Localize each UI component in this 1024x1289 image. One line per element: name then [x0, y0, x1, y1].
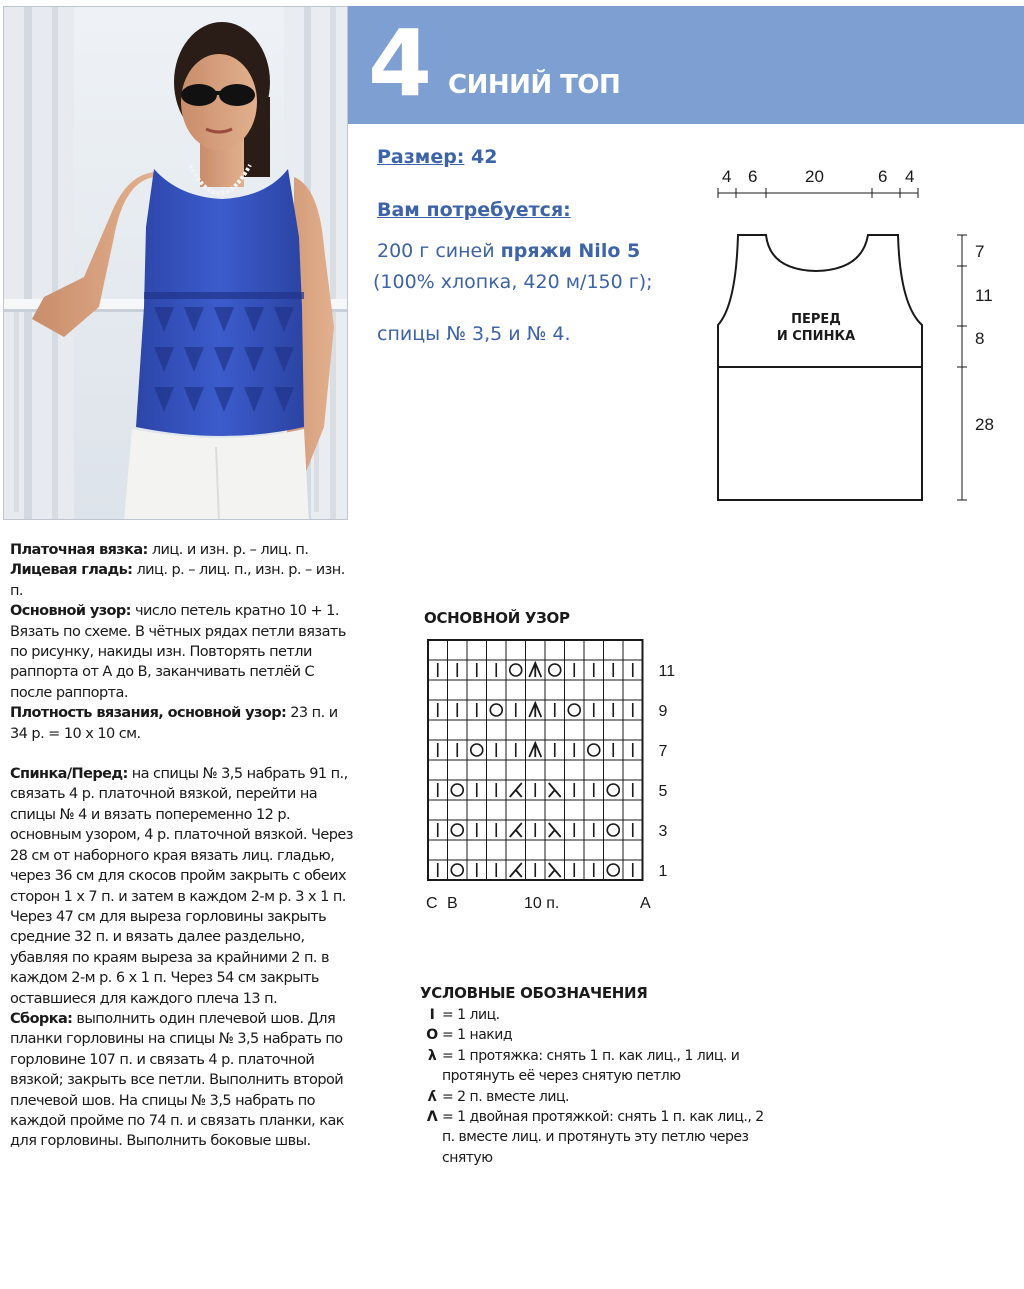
legend: [424, 1005, 764, 1168]
chart-label-c: C: [426, 895, 438, 912]
page-title: СИНИЙ ТОП: [448, 70, 621, 100]
chart-label-b: B: [447, 895, 458, 912]
chart-label-repeat: 10 п.: [524, 895, 560, 912]
legend-text: = 2 п. вместе лиц.: [442, 1088, 569, 1105]
double-decrease-icon: [529, 703, 541, 717]
width-dim-shoulder-left: 4: [722, 167, 732, 186]
size-line: [377, 146, 497, 168]
yarn-over-icon: [607, 864, 619, 876]
pattern-number: 4: [368, 10, 431, 117]
height-dim-lower: 28: [975, 415, 994, 434]
row-number: 5: [658, 783, 668, 800]
yarn-over-icon: [607, 824, 619, 836]
instructions-text: [10, 540, 358, 1152]
k2tog-icon: [510, 863, 522, 877]
legend-item-k2tog: [424, 1087, 764, 1107]
double-decrease-symbol-icon: Λ: [426, 1109, 438, 1126]
legend-title: УСЛОВНЫЕ ОБОЗНАЧЕНИЯ: [420, 984, 648, 1002]
width-dim-shoulder-right: 4: [905, 167, 915, 186]
row-number: 11: [658, 663, 676, 680]
yarn-over-icon: [607, 784, 619, 796]
legend-text: = 1 протяжка: снять 1 п. как лиц., 1 лиц. и протянуть её через снятую петлю: [442, 1047, 740, 1085]
slip-pass-icon: [549, 863, 561, 877]
size-value: 42: [471, 146, 498, 168]
double-decrease-icon: [529, 663, 541, 677]
knit-symbol-icon: I: [429, 1007, 435, 1023]
yarn-over-icon: [549, 664, 561, 676]
needles-line: спицы № 3,5 и № 4.: [377, 323, 571, 345]
width-dim-neck-right: 6: [878, 167, 888, 186]
pattern-paragraph: [10, 601, 358, 703]
k2tog-icon: [510, 823, 522, 837]
garter-text: лиц. и изн. р. – лиц. п.: [151, 542, 309, 558]
garment-schematic: [710, 160, 1010, 510]
height-dim-armhole: 11: [975, 286, 993, 305]
yarn-line: [377, 240, 640, 262]
gauge-label: Плотность вязания, основной узор:: [10, 705, 287, 722]
assembly-paragraph: [10, 1009, 358, 1152]
assembly-text: выполнить один плечевой шов. Для планки горловины на спицы № 3,5 набрать по горловине 107 п. и связать 4 р. платочной вязкой; закрыть все петли. Выполнить второй плечевой шов. На спицы № 3,5 набрать по каждой пройме по 74 п. и связать планки, как для горловины. Выполнить боковые швы.: [10, 1010, 344, 1150]
pattern-chart: [420, 632, 690, 922]
model-photo: [3, 6, 348, 520]
k2tog-icon: [510, 783, 522, 797]
row-number: 1: [658, 863, 668, 880]
pattern-chart-title: ОСНОВНОЙ УЗОР: [424, 609, 570, 627]
assembly-label: Сборка:: [10, 1010, 73, 1027]
yarn-over-icon: [451, 784, 463, 796]
legend-item-slip-knit-pass: [424, 1046, 764, 1087]
title-banner: [348, 6, 1024, 124]
yarn-name: пряжи Nilo 5: [500, 240, 641, 262]
double-decrease-icon: [529, 743, 541, 757]
yarn-amount: 200 г синей: [377, 240, 495, 262]
row-number: 3: [658, 823, 668, 840]
legend-item-knit: [424, 1005, 764, 1025]
width-dim-neck: 20: [805, 167, 824, 186]
materials-label: Вам потребуется:: [377, 199, 571, 221]
schematic-label-back: И СПИНКА: [776, 329, 856, 344]
pattern-text: число петель кратно 10 + 1. Вязать по схеме. В чётных рядах петли вязать по рисунку, накиды изн. Повторять петли раппорта от A до B, заканчивать петлёй С после раппорта.: [10, 603, 346, 701]
schematic-label-front: ПЕРЕД: [791, 312, 841, 327]
yarn-over-icon: [451, 824, 463, 836]
yarn-over-icon: [471, 744, 483, 756]
legend-text: = 1 лиц.: [442, 1007, 500, 1023]
width-dim-neck-left: 6: [748, 167, 758, 186]
size-label: Размер:: [377, 146, 465, 168]
yarn-over-icon: [490, 704, 502, 716]
chart-label-a: A: [640, 895, 651, 912]
back-front-text: на спицы № 3,5 набрать 91 п., связать 4 р. платочной вязкой, перейти на спицы № 4 и вязать попеременно 12 р. основным узором, 4 р. платочной вязкой. Через 28 см от наборного края вязать лиц. гладью, через 36 см для скосов пройм закрыть с обеих сторон 1 х 7 п. и затем в каждом 2-м р. 3 х 1 п. Через 47 см для выреза горловины закрыть средние 32 п. и вязать далее раздельно, убавляя по краям выреза за крайними 2 п. в каждом 2-м р. 6 х 1 п. Через 54 см закрыть оставшиеся для каждого плеча 13 п.: [10, 766, 353, 1007]
height-dim-upper: 8: [975, 329, 985, 348]
yarn-over-icon: [588, 744, 600, 756]
legend-text: = 1 двойная протяжкой: снять 1 п. как лиц., 2 п. вместе лиц. и протянуть эту петлю через снятую: [442, 1109, 764, 1166]
pattern-row-numbers: [659, 663, 676, 880]
k2tog-symbol-icon: ʎ: [427, 1088, 437, 1105]
yarn-over-symbol-icon: O: [426, 1027, 438, 1044]
stockinette-text: лиц. р. – лиц. п., изн. р. – изн. п.: [10, 562, 345, 599]
gauge-paragraph: [10, 703, 358, 744]
gauge-text: 23 п. и 34 р. = 10 х 10 см.: [10, 705, 338, 742]
slip-pass-icon: [549, 783, 561, 797]
yarn-over-icon: [451, 864, 463, 876]
slip-pass-symbol-icon: λ: [427, 1047, 437, 1064]
row-number: 7: [658, 743, 668, 760]
pattern-label: Основной узор:: [10, 603, 131, 620]
slip-pass-icon: [549, 823, 561, 837]
yarn-over-icon: [510, 664, 522, 676]
legend-item-double-decrease: [424, 1107, 764, 1168]
garter-label: Платочная вязка:: [10, 542, 148, 558]
yarn-composition: (100% хлопка, 420 м/150 г);: [373, 271, 653, 293]
garter-paragraph: [10, 540, 358, 560]
stockinette-label: Лицевая гладь:: [10, 562, 133, 579]
row-number: 9: [658, 703, 668, 720]
back-front-label: Спинка/Перед:: [10, 766, 128, 783]
back-front-paragraph: [10, 764, 358, 1009]
legend-item-yarn-over: [424, 1025, 764, 1045]
yarn-over-icon: [568, 704, 580, 716]
height-dim-neck: 7: [975, 242, 985, 261]
legend-text: = 1 накид: [442, 1027, 513, 1044]
stockinette-paragraph: [10, 560, 358, 601]
